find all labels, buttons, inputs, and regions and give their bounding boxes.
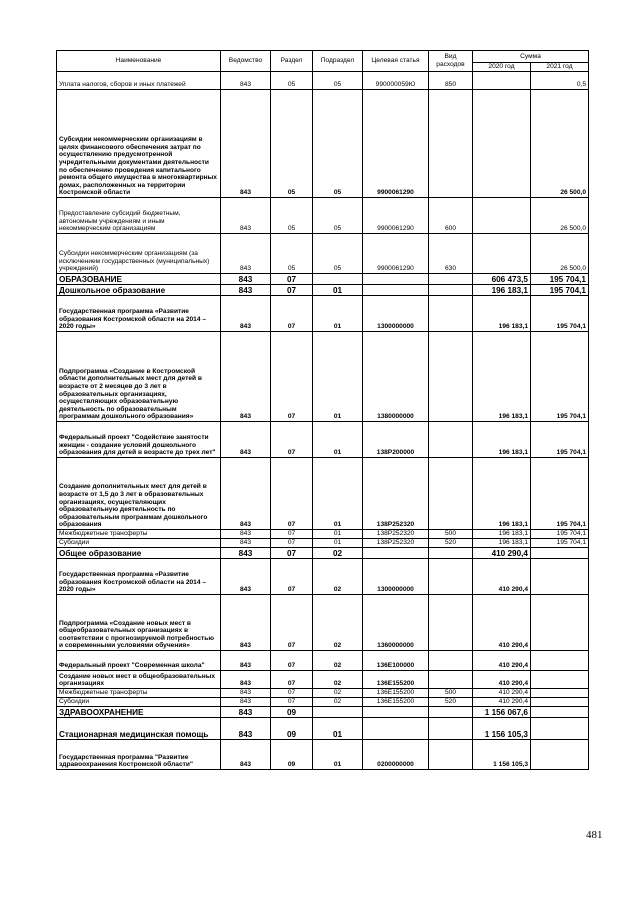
table-row	[57, 548, 589, 559]
cell-vr	[429, 458, 473, 530]
cell-target: 1360000000	[363, 595, 429, 651]
cell-vr	[429, 296, 473, 332]
table-row	[57, 458, 589, 530]
table-row	[57, 285, 589, 296]
cell-y2020: 196 183,1	[473, 296, 531, 332]
cell-sec: 05	[271, 234, 313, 274]
cell-y2020	[473, 234, 531, 274]
cell-dept: 843	[221, 458, 271, 530]
cell-y2020: 410 290,4	[473, 689, 531, 698]
cell-dept: 843	[221, 548, 271, 559]
cell-y2021: 26 500,0	[531, 234, 589, 274]
col-2020-header: 2020 год	[473, 63, 531, 72]
cell-vr	[429, 422, 473, 458]
cell-dept: 843	[221, 595, 271, 651]
cell-target: 0200000000	[363, 740, 429, 770]
cell-sub: 01	[313, 332, 363, 422]
cell-vr: 500	[429, 530, 473, 539]
cell-name: Подпрограмма «Создание новых мест в общеобразовательных организациях в соответствии с прогнозируемой потребностью и современными условиями обучения»	[57, 595, 221, 651]
cell-sub: 01	[313, 539, 363, 548]
cell-y2020: 1 156 105,3	[473, 740, 531, 770]
cell-target: 138P252320	[363, 530, 429, 539]
cell-target: 136E100000	[363, 651, 429, 671]
cell-name: Предоставление субсидий бюджетным, автономным учреждениям и иным некоммерческим организациям	[57, 198, 221, 234]
cell-sub: 02	[313, 548, 363, 559]
cell-dept: 843	[221, 718, 271, 740]
cell-y2021	[531, 595, 589, 651]
cell-y2020: 196 183,1	[473, 530, 531, 539]
cell-dept: 843	[221, 234, 271, 274]
col-2021-header: 2021 год	[531, 63, 589, 72]
cell-y2021	[531, 651, 589, 671]
cell-vr: 850	[429, 72, 473, 90]
cell-sub: 01	[313, 718, 363, 740]
cell-name: Дошкольное образование	[57, 285, 221, 296]
cell-y2020: 410 290,4	[473, 671, 531, 689]
cell-dept: 843	[221, 698, 271, 707]
cell-y2021: 195 704,1	[531, 274, 589, 285]
cell-dept: 843	[221, 651, 271, 671]
cell-dept: 843	[221, 559, 271, 595]
cell-y2020: 410 290,4	[473, 698, 531, 707]
col-sum-header: Сумма	[473, 51, 589, 63]
cell-sub: 05	[313, 72, 363, 90]
cell-vr	[429, 274, 473, 285]
cell-dept: 843	[221, 296, 271, 332]
cell-vr: 500	[429, 689, 473, 698]
cell-dept: 843	[221, 707, 271, 718]
table-row	[57, 539, 589, 548]
col-name-header: Наименование	[57, 51, 221, 72]
cell-target: 138P200000	[363, 422, 429, 458]
cell-y2021: 195 704,1	[531, 422, 589, 458]
cell-sub: 01	[313, 530, 363, 539]
cell-dept: 843	[221, 90, 271, 198]
cell-vr: 600	[429, 198, 473, 234]
table-body	[57, 72, 589, 770]
cell-y2021	[531, 718, 589, 740]
cell-name: Федеральный проект "Современная школа"	[57, 651, 221, 671]
cell-target	[363, 285, 429, 296]
cell-y2020	[473, 72, 531, 90]
table-row	[57, 296, 589, 332]
cell-name: Субсидии	[57, 698, 221, 707]
cell-sub: 02	[313, 698, 363, 707]
cell-target: 138P252320	[363, 458, 429, 530]
cell-target	[363, 718, 429, 740]
cell-sec: 07	[271, 559, 313, 595]
cell-sec: 07	[271, 651, 313, 671]
cell-name: Создание новых мест в общеобразовательных организациях	[57, 671, 221, 689]
cell-y2021	[531, 698, 589, 707]
cell-dept: 843	[221, 740, 271, 770]
cell-vr	[429, 559, 473, 595]
cell-y2020: 196 183,1	[473, 332, 531, 422]
cell-dept: 843	[221, 530, 271, 539]
cell-y2020: 1 156 105,3	[473, 718, 531, 740]
cell-sec: 09	[271, 707, 313, 718]
cell-sub: 02	[313, 559, 363, 595]
table-row	[57, 332, 589, 422]
cell-name: Субсидии некоммерческим организациям (за исключением государственных (муниципальных) учреждений)	[57, 234, 221, 274]
cell-dept: 843	[221, 689, 271, 698]
cell-y2020	[473, 90, 531, 198]
cell-sec: 07	[271, 285, 313, 296]
table-row	[57, 689, 589, 698]
cell-name: ОБРАЗОВАНИЕ	[57, 274, 221, 285]
cell-sec: 09	[271, 740, 313, 770]
cell-name: Подпрограмма «Создание в Костромской области дополнительных мест для детей в возрасте от 2 месяцев до 3 лет в образовательных организациях, осуществляющих образовательную деятельность по образовательным программам дошкольного образования»	[57, 332, 221, 422]
cell-sec: 07	[271, 530, 313, 539]
cell-sec: 07	[271, 539, 313, 548]
cell-y2020: 606 473,5	[473, 274, 531, 285]
cell-y2020: 196 183,1	[473, 422, 531, 458]
cell-target: 9900061290	[363, 198, 429, 234]
cell-sub: 01	[313, 285, 363, 296]
cell-sub: 01	[313, 296, 363, 332]
cell-vr	[429, 548, 473, 559]
table-row	[57, 72, 589, 90]
col-exp-type-header: Вид расходов	[429, 51, 473, 72]
cell-vr	[429, 671, 473, 689]
table-row	[57, 198, 589, 234]
cell-target	[363, 274, 429, 285]
cell-vr	[429, 332, 473, 422]
cell-sec: 07	[271, 458, 313, 530]
cell-vr: 630	[429, 234, 473, 274]
cell-name: Уплата налогов, сборов и иных платежей	[57, 72, 221, 90]
cell-target: 136E155200	[363, 671, 429, 689]
cell-dept: 843	[221, 671, 271, 689]
cell-sub: 02	[313, 689, 363, 698]
cell-vr	[429, 740, 473, 770]
cell-y2020: 410 290,4	[473, 559, 531, 595]
cell-sec: 07	[271, 595, 313, 651]
cell-vr	[429, 707, 473, 718]
cell-dept: 843	[221, 72, 271, 90]
cell-dept: 843	[221, 285, 271, 296]
cell-name: ЗДРАВООХРАНЕНИЕ	[57, 707, 221, 718]
cell-sec: 07	[271, 689, 313, 698]
cell-dept: 843	[221, 198, 271, 234]
cell-y2021	[531, 707, 589, 718]
cell-vr	[429, 90, 473, 198]
table-row	[57, 90, 589, 198]
cell-target: 1300000000	[363, 559, 429, 595]
cell-target: 1300000000	[363, 296, 429, 332]
cell-y2021	[531, 671, 589, 689]
cell-sub	[313, 274, 363, 285]
cell-vr	[429, 285, 473, 296]
cell-name: Государственная программа "Развитие здравоохранения Костромской области"	[57, 740, 221, 770]
cell-sub: 01	[313, 422, 363, 458]
table-row	[57, 422, 589, 458]
cell-y2020: 196 183,1	[473, 285, 531, 296]
cell-y2020: 196 183,1	[473, 539, 531, 548]
cell-target: 990000059Ю	[363, 72, 429, 90]
table-row	[57, 530, 589, 539]
header-row-1	[57, 51, 589, 63]
cell-y2021: 26 500,0	[531, 198, 589, 234]
cell-y2021: 195 704,1	[531, 296, 589, 332]
cell-name: Субсидии	[57, 539, 221, 548]
table-row	[57, 274, 589, 285]
cell-target: 1380000000	[363, 332, 429, 422]
cell-name: Государственная программа «Развитие образования Костромской области на 2014 – 2020 годы»	[57, 296, 221, 332]
cell-name: Стационарная медицинская помощь	[57, 718, 221, 740]
cell-y2020: 1 156 067,6	[473, 707, 531, 718]
cell-y2021: 195 704,1	[531, 285, 589, 296]
table-row	[57, 559, 589, 595]
cell-name: Общее образование	[57, 548, 221, 559]
table-row	[57, 740, 589, 770]
cell-dept: 843	[221, 422, 271, 458]
cell-dept: 843	[221, 332, 271, 422]
cell-target: 136E155200	[363, 689, 429, 698]
cell-y2021: 195 704,1	[531, 332, 589, 422]
cell-sec: 07	[271, 698, 313, 707]
cell-y2020: 410 290,4	[473, 651, 531, 671]
cell-sec: 07	[271, 274, 313, 285]
cell-sub: 02	[313, 651, 363, 671]
cell-vr: 520	[429, 698, 473, 707]
cell-y2020: 196 183,1	[473, 458, 531, 530]
cell-name: Субсидии некоммерческим организациям в целях финансового обеспечения затрат по осуществлению предусмотренной учредительными документами деятельности по обеспечению проведения капитального ремонта общего имущества в многоквартирных домах, расположенных на территории Костромской области	[57, 90, 221, 198]
cell-y2021: 26 500,0	[531, 90, 589, 198]
table-row	[57, 671, 589, 689]
cell-y2021: 0,5	[531, 72, 589, 90]
col-subsection-header: Подраздел	[313, 51, 363, 72]
cell-sec: 09	[271, 718, 313, 740]
cell-sec: 05	[271, 72, 313, 90]
col-section-header: Раздел	[271, 51, 313, 72]
cell-y2021: 195 704,1	[531, 530, 589, 539]
cell-sec: 07	[271, 332, 313, 422]
cell-sec: 07	[271, 548, 313, 559]
cell-name: Межбюджетные трансферты	[57, 530, 221, 539]
cell-sec: 05	[271, 90, 313, 198]
cell-sub: 02	[313, 595, 363, 651]
cell-vr	[429, 651, 473, 671]
cell-dept: 843	[221, 274, 271, 285]
cell-y2021	[531, 559, 589, 595]
cell-sub: 05	[313, 234, 363, 274]
cell-target: 136E155200	[363, 698, 429, 707]
table-row	[57, 698, 589, 707]
cell-target: 9900061290	[363, 90, 429, 198]
cell-name: Федеральный проект "Содействие занятости женщин - создание условий дошкольного образования для детей в возрасте до трех лет"	[57, 422, 221, 458]
cell-target: 9900061290	[363, 234, 429, 274]
cell-sub: 01	[313, 458, 363, 530]
cell-vr	[429, 718, 473, 740]
table-row	[57, 707, 589, 718]
table-row	[57, 651, 589, 671]
cell-vr	[429, 595, 473, 651]
col-target-header: Целевая статья	[363, 51, 429, 72]
table-row	[57, 718, 589, 740]
cell-sec: 07	[271, 671, 313, 689]
cell-sub: 05	[313, 90, 363, 198]
cell-vr: 520	[429, 539, 473, 548]
cell-sub	[313, 707, 363, 718]
cell-y2021: 195 704,1	[531, 539, 589, 548]
col-dept-header: Ведомство	[221, 51, 271, 72]
cell-sub: 01	[313, 740, 363, 770]
cell-y2021: 195 704,1	[531, 458, 589, 530]
cell-name: Создание дополнительных мест для детей в возрасте от 1,5 до 3 лет в образовательных организациях, осуществляющих образовательную деятельность по образовательным программам дошкольного образования	[57, 458, 221, 530]
budget-table	[56, 50, 589, 770]
cell-target	[363, 548, 429, 559]
cell-y2020	[473, 198, 531, 234]
cell-dept: 843	[221, 539, 271, 548]
cell-sec: 05	[271, 198, 313, 234]
cell-name: Межбюджетные трансферты	[57, 689, 221, 698]
cell-sec: 07	[271, 422, 313, 458]
cell-sub: 05	[313, 198, 363, 234]
cell-y2021	[531, 740, 589, 770]
cell-sec: 07	[271, 296, 313, 332]
cell-target: 138P252320	[363, 539, 429, 548]
page-number: 481	[586, 829, 603, 841]
cell-y2020: 410 290,4	[473, 595, 531, 651]
cell-name: Государственная программа «Развитие образования Костромской области на 2014 – 2020 годы»	[57, 559, 221, 595]
table-row	[57, 234, 589, 274]
cell-y2020: 410 290,4	[473, 548, 531, 559]
cell-target	[363, 707, 429, 718]
cell-y2021	[531, 689, 589, 698]
cell-sub: 02	[313, 671, 363, 689]
cell-y2021	[531, 548, 589, 559]
table-row	[57, 595, 589, 651]
